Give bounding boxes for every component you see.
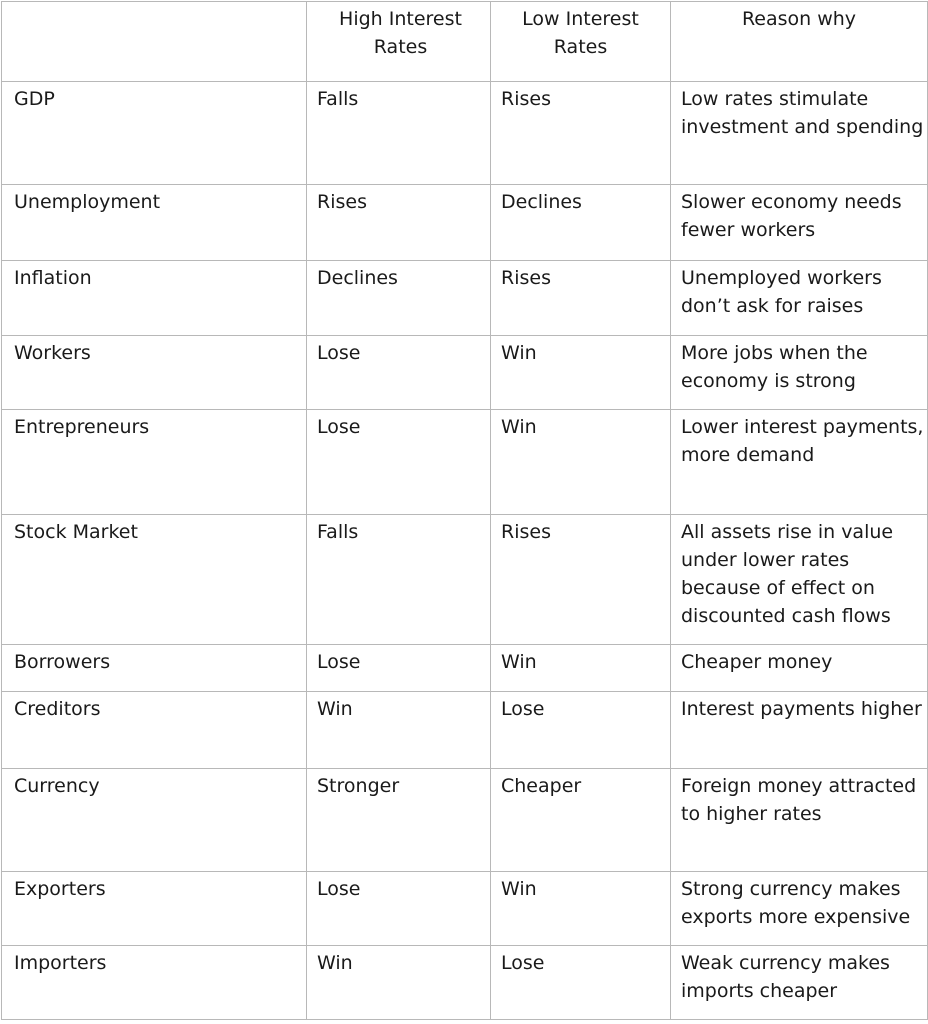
low-rate-effect: Win [491, 336, 671, 410]
low-rate-effect: Lose [491, 946, 671, 1020]
row-label: Exporters [2, 872, 307, 946]
table-row [2, 410, 928, 515]
low-rate-effect: Rises [491, 82, 671, 185]
row-label: Inflation [2, 261, 307, 336]
row-label: Workers [2, 336, 307, 410]
table-row [2, 946, 928, 1020]
high-rate-effect: Falls [307, 515, 491, 645]
reason: Cheaper money [671, 645, 928, 692]
reason: Strong currency makes exports more expensive [671, 872, 928, 946]
high-rate-effect: Stronger [307, 769, 491, 872]
table-row [2, 515, 928, 645]
reason: Slower economy needs fewer workers [671, 185, 928, 261]
table-row [2, 185, 928, 261]
reason: Lower interest payments, more demand [671, 410, 928, 515]
high-rate-effect: Lose [307, 872, 491, 946]
header-low-interest-rates: Low Interest Rates [491, 2, 671, 82]
reason: Unemployed workers don’t ask for raises [671, 261, 928, 336]
reason: Weak currency makes imports cheaper [671, 946, 928, 1020]
row-label: Currency [2, 769, 307, 872]
table-row [2, 645, 928, 692]
low-rate-effect: Rises [491, 261, 671, 336]
high-rate-effect: Rises [307, 185, 491, 261]
high-rate-effect: Win [307, 946, 491, 1020]
header-high-interest-rates: High Interest Rates [307, 2, 491, 82]
low-rate-effect: Declines [491, 185, 671, 261]
reason: All assets rise in value under lower rates because of effect on discounted cash flows [671, 515, 928, 645]
row-label: Entrepreneurs [2, 410, 307, 515]
high-rate-effect: Win [307, 692, 491, 769]
reason: Foreign money attracted to higher rates [671, 769, 928, 872]
low-rate-effect: Win [491, 872, 671, 946]
table-header-row [2, 2, 928, 82]
table-row [2, 769, 928, 872]
table-row [2, 872, 928, 946]
table-row [2, 261, 928, 336]
reason: More jobs when the economy is strong [671, 336, 928, 410]
high-rate-effect: Lose [307, 336, 491, 410]
high-rate-effect: Declines [307, 261, 491, 336]
low-rate-effect: Lose [491, 692, 671, 769]
low-rate-effect: Win [491, 645, 671, 692]
low-rate-effect: Rises [491, 515, 671, 645]
low-rate-effect: Win [491, 410, 671, 515]
interest-rate-effects-table [1, 1, 928, 1020]
table-row [2, 692, 928, 769]
reason: Interest payments higher [671, 692, 928, 769]
high-rate-effect: Falls [307, 82, 491, 185]
low-rate-effect: Cheaper [491, 769, 671, 872]
row-label: Importers [2, 946, 307, 1020]
high-rate-effect: Lose [307, 645, 491, 692]
reason: Low rates stimulate investment and spending [671, 82, 928, 185]
row-label: GDP [2, 82, 307, 185]
row-label: Unemployment [2, 185, 307, 261]
high-rate-effect: Lose [307, 410, 491, 515]
header-empty [2, 2, 307, 82]
row-label: Borrowers [2, 645, 307, 692]
row-label: Stock Market [2, 515, 307, 645]
table-row [2, 82, 928, 185]
table-row [2, 336, 928, 410]
header-reason-why: Reason why [671, 2, 928, 82]
row-label: Creditors [2, 692, 307, 769]
